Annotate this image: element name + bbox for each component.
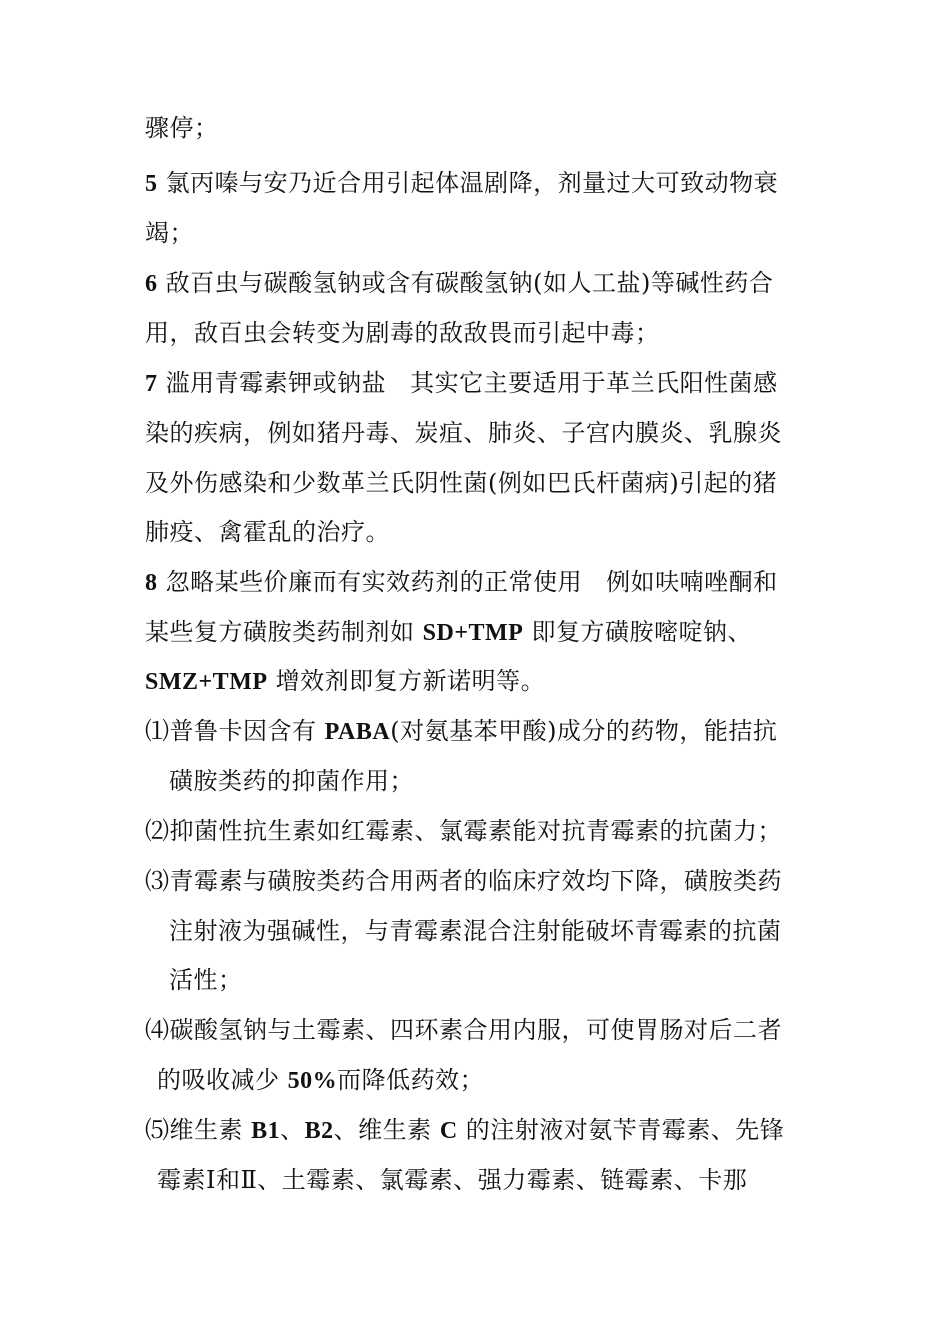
- line-text: 及外伤感染和少数革兰氏阴性菌(例如巴氏杆菌病)引起的猪: [145, 469, 778, 497]
- numbered-paragraph-6: [145, 263, 815, 303]
- list-item-5: [145, 1110, 815, 1150]
- line-text: 例如呋喃唑酮和: [606, 568, 778, 596]
- numbered-paragraph-5: [145, 163, 815, 203]
- list-item-continuation: [157, 1160, 815, 1200]
- line-text: 磺胺类药的抑菌作用；: [169, 767, 414, 795]
- item-number: 6: [145, 271, 158, 297]
- line-text: 而降低药效；: [337, 1066, 485, 1094]
- line-text: 活性；: [169, 966, 243, 994]
- bold-term: SMZ+TMP: [145, 669, 268, 695]
- line-text: 肺疫、禽霍乱的治疗。: [145, 518, 390, 546]
- text-line: [145, 213, 815, 253]
- list-item-continuation: [169, 960, 815, 1000]
- text-line: [145, 108, 815, 148]
- list-item-1: [145, 711, 815, 751]
- bold-term: C: [439, 1118, 458, 1144]
- list-item-continuation: [169, 911, 815, 951]
- bold-term: B2: [304, 1118, 334, 1144]
- line-text: 骤停；: [145, 114, 219, 142]
- list-item-2: [145, 811, 815, 851]
- text-line: [145, 661, 815, 701]
- line-text: 敌百虫与碳酸氢钠或含有碳酸氢钠(如人工盐)等碱性药合: [157, 269, 774, 297]
- numbered-paragraph-7: [145, 363, 815, 403]
- bold-term: B1: [251, 1118, 281, 1144]
- line-text: ⑴普鲁卡因含有: [145, 717, 325, 745]
- text-line: [145, 313, 815, 353]
- text-line: [145, 612, 815, 652]
- line-text: 、: [280, 1116, 305, 1144]
- text-line: [145, 463, 815, 503]
- text-line: [145, 512, 815, 552]
- line-text: 用，敌百虫会转变为剧毒的敌敌畏而引起中毒；: [145, 319, 660, 347]
- line-text: 氯丙嗪与安乃近合用引起体温剧降，剂量过大可致动物衰: [157, 169, 779, 197]
- text-line: [145, 413, 815, 453]
- line-text: 染的疾病，例如猪丹毒、炭疽、肺炎、子宫内膜炎、乳腺炎: [145, 419, 782, 447]
- line-text: ⑶青霉素与磺胺类药合用两者的临床疗效均下降，磺胺类药: [145, 867, 782, 895]
- bold-term: PABA: [324, 719, 391, 745]
- line-text: 注射液为强碱性，与青霉素混合注射能破坏青霉素的抗菌: [169, 917, 782, 945]
- list-item-3: [145, 861, 815, 901]
- item-number: 5: [145, 171, 158, 197]
- line-text: 增效剂即复方新诺明等。: [267, 667, 546, 695]
- line-text: ⑷碳酸氢钠与土霉素、四环素合用内服，可使胃肠对后二者: [145, 1016, 782, 1044]
- list-item-4: [145, 1010, 815, 1050]
- line-text: ⑵抑菌性抗生素如红霉素、氯霉素能对抗青霉素的抗菌力；: [145, 817, 782, 845]
- bold-term: SD+TMP: [422, 620, 524, 646]
- line-text: 其实它主要适用于革兰氏阳性菌感: [410, 369, 778, 397]
- line-text: 即复方磺胺嘧啶钠、: [523, 618, 752, 646]
- line-text: 竭；: [145, 219, 194, 247]
- line-text: 滥用青霉素钾或钠盐: [157, 369, 387, 397]
- bold-term: 50%: [287, 1068, 338, 1094]
- line-text: 、维生素: [333, 1116, 440, 1144]
- line-text: 霉素Ⅰ和Ⅱ、土霉素、氯霉素、强力霉素、链霉素、卡那: [157, 1166, 748, 1194]
- line-text: ⑸维生素: [145, 1116, 252, 1144]
- line-text: 的吸收减少: [157, 1066, 288, 1094]
- item-number: 8: [145, 570, 158, 596]
- list-item-continuation: [169, 761, 815, 801]
- line-text: 忽略某些价廉而有实效药剂的正常使用: [157, 568, 583, 596]
- numbered-paragraph-8: [145, 562, 815, 602]
- line-text: 的注射液对氨苄青霉素、先锋: [457, 1116, 785, 1144]
- line-text: (对氨基苯甲酸)成分的药物，能拮抗: [390, 717, 778, 745]
- item-number: 7: [145, 371, 158, 397]
- line-text: 某些复方磺胺类药制剂如: [145, 618, 423, 646]
- list-item-continuation: [157, 1060, 815, 1100]
